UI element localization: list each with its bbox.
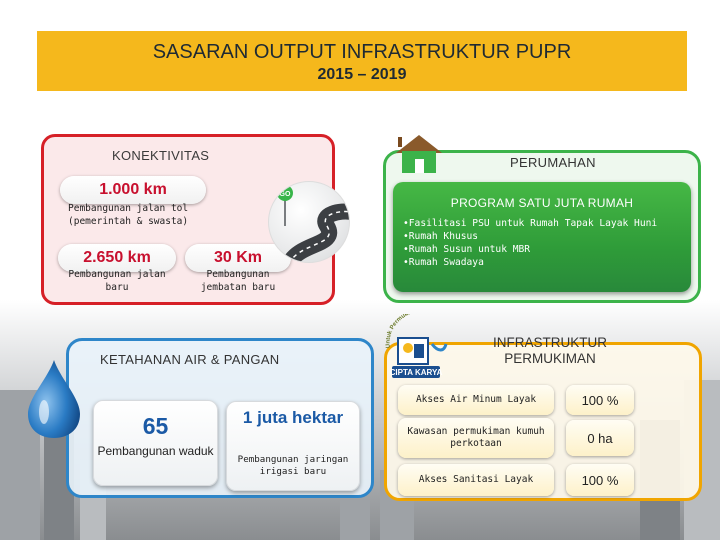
list-item: •Rumah Susun untuk MBR	[403, 244, 531, 255]
drinking-water-label: Akses Air Minum Layak	[398, 385, 554, 415]
cipta-karya-logo	[384, 314, 468, 382]
konektivitas-title: KONEKTIVITAS	[112, 148, 210, 163]
ketahanan-title: KETAHANAN AIR & PANGAN	[100, 352, 280, 367]
slum-area-value: 0 ha	[566, 420, 634, 456]
infrastruktur-title: INFRASTRUKTUR PERMUKIMAN	[493, 335, 607, 366]
logo-text: CIPTA KARYA	[389, 368, 443, 377]
perumahan-title: PERUMAHAN	[510, 155, 596, 170]
program-title: PROGRAM SATU JUTA RUMAH	[450, 196, 634, 210]
irrigation-description: Pembangunan jaringan irigasi baru	[237, 454, 349, 477]
reservoir-value: 65	[142, 413, 169, 439]
new-road-value: 2.650 km	[83, 249, 151, 266]
irrigation-value: 1 juta hektar	[242, 408, 344, 427]
bridge-description: Pembangunan jembatan baru	[200, 269, 276, 293]
go-sign-text: GO	[279, 191, 291, 198]
slum-area-label: Kawasan permukiman kumuh perkotaan	[398, 418, 554, 458]
sanitation-value: 100 %	[566, 464, 634, 496]
house-icon	[396, 133, 442, 175]
toll-road-description: Pembangunan jalan tol (pemerintah & swasta)	[68, 203, 189, 227]
program-list	[403, 217, 657, 269]
logo-arc-text: Untuk Permuk	[385, 314, 410, 349]
drinking-water-value: 100 %	[566, 385, 634, 415]
reservoir-target-card	[93, 400, 218, 486]
toll-road-value: 1.000 km	[99, 181, 167, 198]
list-item: •Fasilitasi PSU untuk Rumah Tapak Layak Huni	[403, 218, 658, 229]
road-icon	[268, 181, 350, 263]
new-road-description: Pembangunan jalan baru	[68, 269, 166, 293]
irrigation-target-card	[226, 401, 360, 491]
page-title: SASARAN OUTPUT INFRASTRUKTUR PUPR	[152, 41, 572, 63]
list-item: •Rumah Khusus	[403, 231, 479, 242]
sanitation-label: Akses Sanitasi Layak	[398, 464, 554, 496]
period-subtitle: 2015 – 2019	[317, 66, 407, 83]
bridge-value: 30 Km	[213, 249, 263, 266]
list-item: •Rumah Swadaya	[403, 257, 484, 268]
title-banner	[37, 31, 687, 91]
program-box	[393, 182, 691, 292]
toll-road-target	[60, 176, 206, 204]
building	[340, 500, 370, 540]
water-drop-icon	[22, 358, 86, 440]
reservoir-description: Pembangunan waduk	[97, 444, 214, 458]
